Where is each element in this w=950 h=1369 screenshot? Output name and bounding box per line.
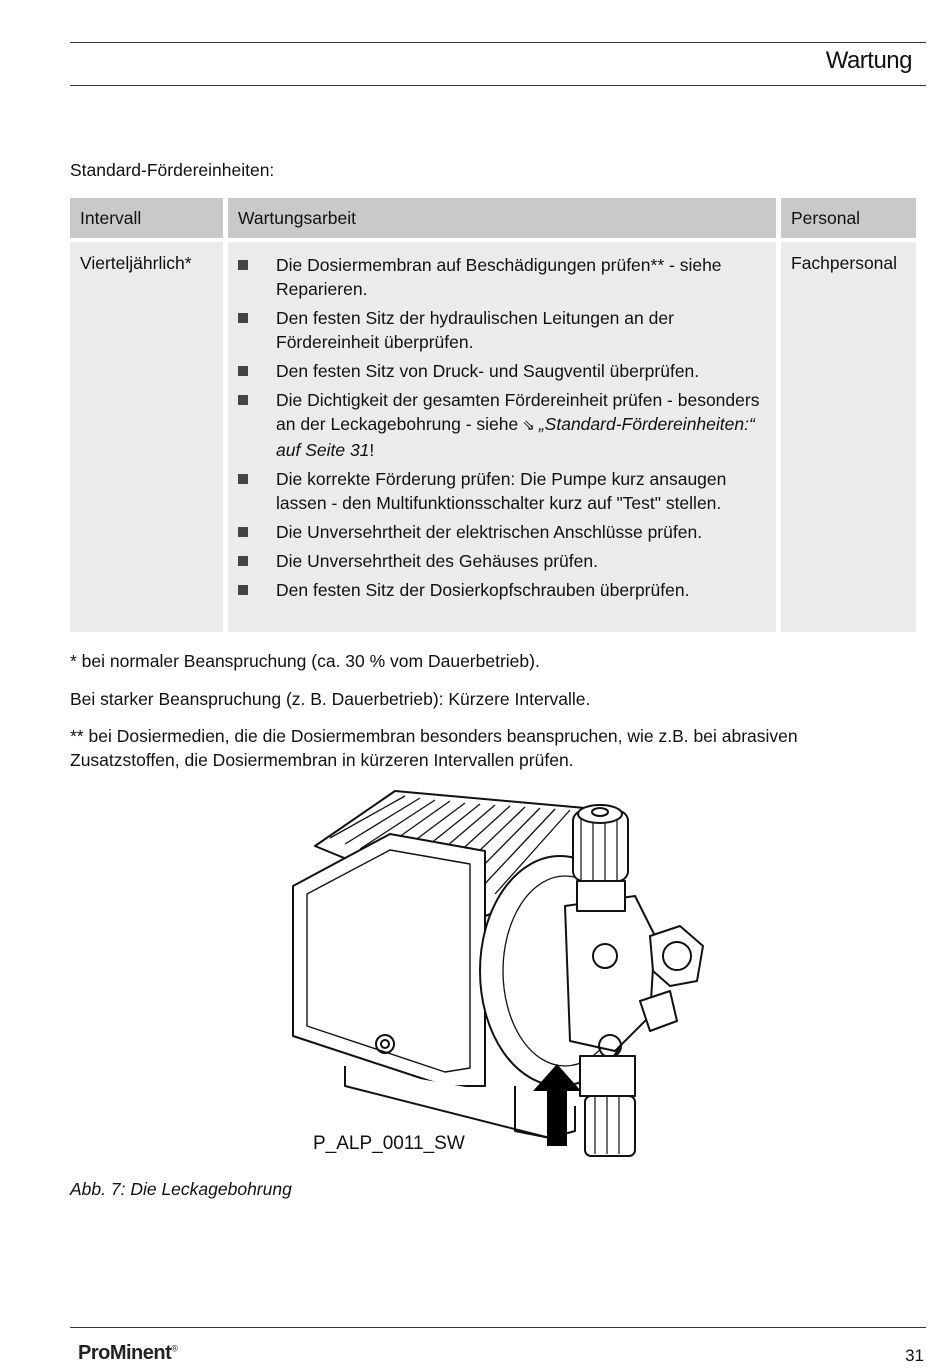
cell-tasks bbox=[228, 242, 776, 632]
square-bullet-icon bbox=[238, 395, 248, 405]
section-heading: Standard-Fördereinheiten: bbox=[70, 160, 275, 180]
header-rule-top bbox=[70, 42, 926, 43]
prominent-logo: ProMinent® bbox=[78, 1342, 178, 1364]
maintenance-table bbox=[65, 198, 921, 632]
header-personnel: Personal bbox=[781, 198, 916, 238]
figure-code: P_ALP_0011_SW bbox=[313, 1133, 465, 1154]
footer-rule bbox=[70, 1327, 926, 1328]
header-task: Wartungsarbeit bbox=[228, 198, 776, 238]
cell-interval: Vierteljährlich* bbox=[70, 242, 223, 632]
footnote-normal-load: * bei normaler Beanspruchung (ca. 30 % vom Dauerbetrieb). bbox=[70, 651, 540, 671]
list-item: Die Unversehrtheit des Gehäuses prüfen. bbox=[238, 549, 766, 573]
square-bullet-icon bbox=[238, 260, 248, 270]
cross-reference-icon: ⇘ bbox=[522, 417, 535, 434]
list-item: Den festen Sitz von Druck- und Saugventil überprüfen. bbox=[238, 359, 766, 383]
square-bullet-icon bbox=[238, 527, 248, 537]
list-item: Die Dosiermembran auf Beschädigungen prüfen** - siehe Reparieren. bbox=[238, 253, 766, 301]
cross-reference-link[interactable]: „Standard-Fördereinheiten:“ auf Seite 31 bbox=[276, 414, 755, 460]
footnote-abrasive: ** bei Dosiermedien, die die Dosiermembran besonders beanspruchen, wie z.B. bei abrasiven Zusatzstoffen, die Dosiermembran in kürzeren Intervallen prüfen. bbox=[70, 726, 798, 770]
list-item: Den festen Sitz der hydraulischen Leitungen an der Fördereinheit überprüfen. bbox=[238, 306, 766, 354]
task-list bbox=[238, 253, 766, 602]
cell-personnel: Fachpersonal bbox=[781, 242, 916, 632]
list-item: Den festen Sitz der Dosierkopfschrauben überprüfen. bbox=[238, 578, 766, 602]
square-bullet-icon bbox=[238, 474, 248, 484]
header-rule-bottom bbox=[70, 85, 926, 86]
list-item: Die korrekte Förderung prüfen: Die Pumpe kurz ansaugen lassen - den Multifunktionsschalter kurz auf "Test" stellen. bbox=[238, 467, 766, 515]
header-interval: Intervall bbox=[70, 198, 223, 238]
footnote-heavy-load: Bei starker Beanspruchung (z. B. Dauerbetrieb): Kürzere Intervalle. bbox=[70, 689, 591, 709]
table-row bbox=[70, 242, 916, 632]
square-bullet-icon bbox=[238, 366, 248, 376]
figure-caption: Abb. 7: Die Leckagebohrung bbox=[70, 1179, 292, 1199]
table-header-row bbox=[70, 198, 916, 238]
page-header-title: Wartung bbox=[825, 47, 912, 74]
square-bullet-icon bbox=[238, 585, 248, 595]
list-item: Die Dichtigkeit der gesamten Fördereinheit prüfen - besonders an der Leckagebohrung - siehe ⇘ „Standard-Fördereinheiten:“ auf Seite 31! bbox=[238, 388, 766, 462]
pump-drawing-icon bbox=[285, 786, 715, 1161]
page-number: 31 bbox=[905, 1346, 924, 1365]
list-item: Die Unversehrtheit der elektrischen Anschlüsse prüfen. bbox=[238, 520, 766, 544]
square-bullet-icon bbox=[238, 556, 248, 566]
square-bullet-icon bbox=[238, 313, 248, 323]
